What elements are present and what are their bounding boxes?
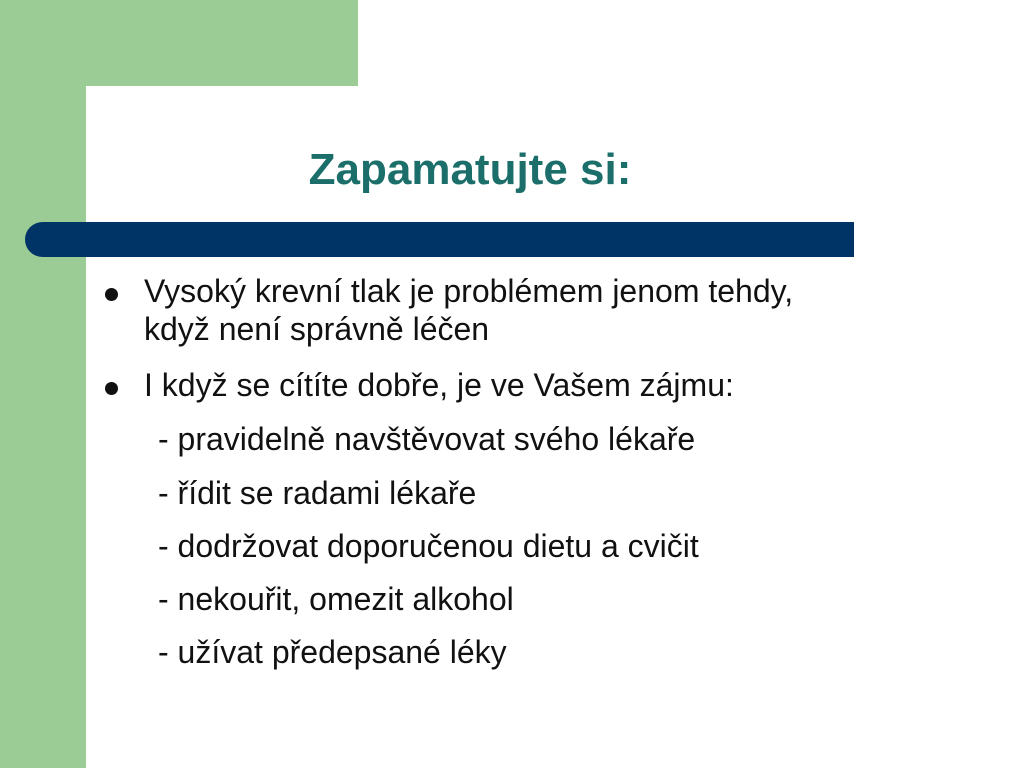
bullet-text: Vysoký krevní tlak je problémem jenom tehdy, když není správně léčen xyxy=(144,273,794,347)
sub-list-item: - nekouřit, omezit alkohol xyxy=(158,581,514,617)
sub-list-item: - dodržovat doporučenou dietu a cvičit xyxy=(158,528,699,564)
sub-list-item: - pravidelně navštěvovat svého lékaře xyxy=(158,421,696,457)
sub-list-item: - řídit se radami lékaře xyxy=(158,475,477,511)
bullet-text: I když se cítíte dobře, je ve Vašem zájmu: xyxy=(144,367,734,403)
bullet-item xyxy=(105,272,864,348)
bullet-dot-icon xyxy=(105,382,118,395)
bullet-item xyxy=(105,366,864,404)
sub-list-item: - užívat předepsané léky xyxy=(158,634,507,670)
bullet-dot-icon xyxy=(105,288,118,301)
slide-title: Zapamatujte si: xyxy=(308,145,632,194)
